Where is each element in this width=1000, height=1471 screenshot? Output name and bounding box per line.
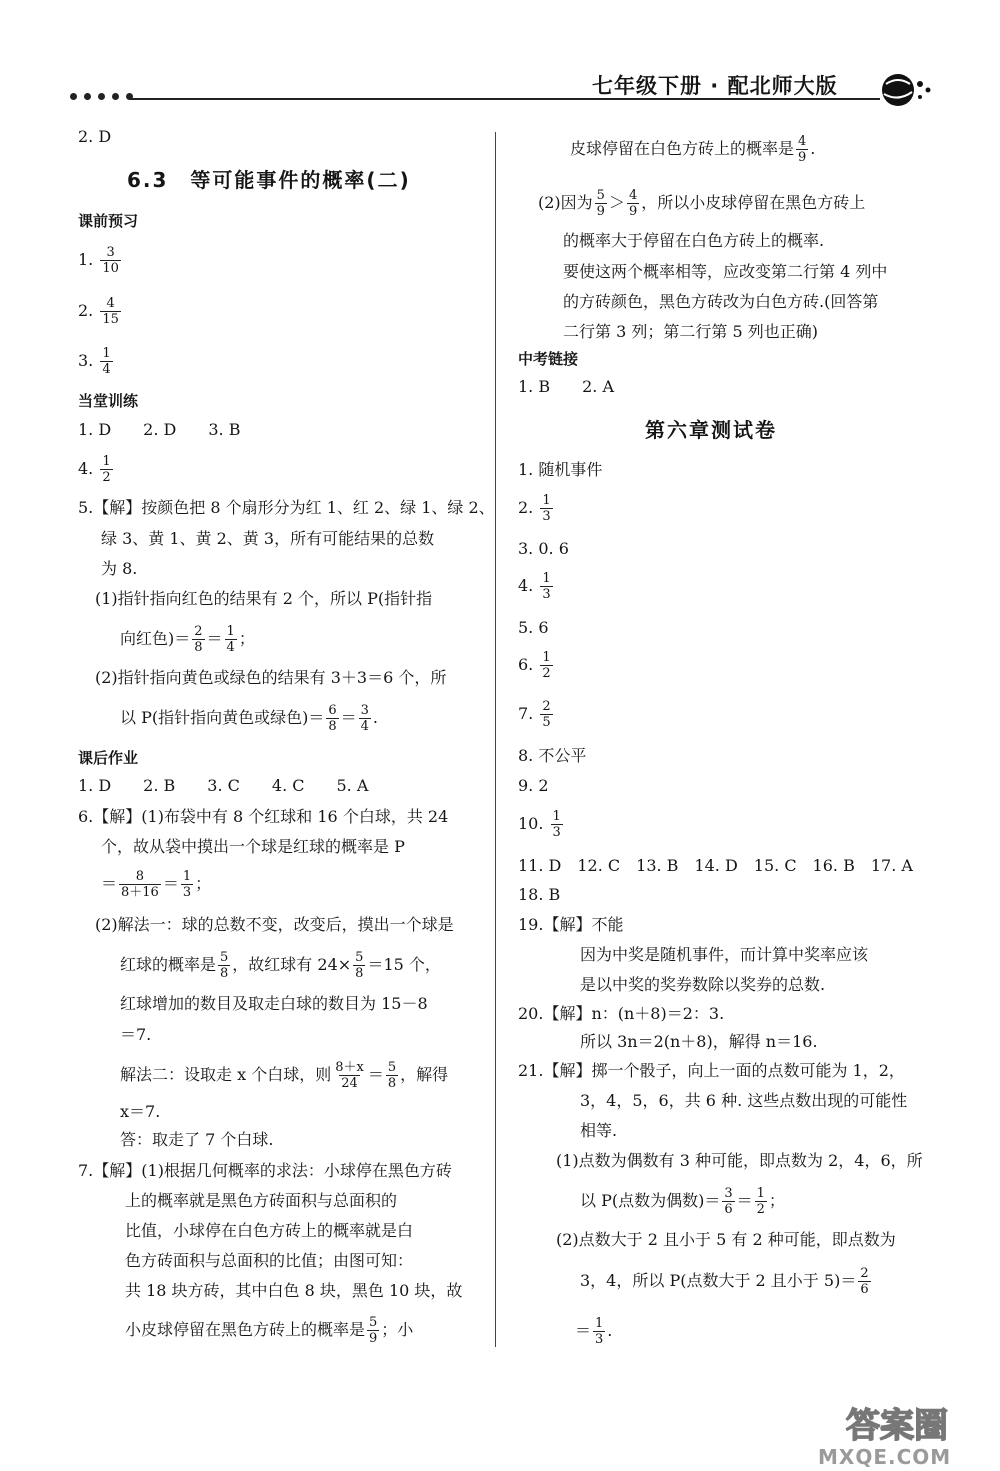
- test-answer-1: 1. 随机事件: [518, 460, 603, 479]
- class-heading: 当堂训练: [78, 392, 139, 410]
- homework-6-p2a: (2)解法一：球的总数不变，改变后，摸出一个球是: [95, 915, 454, 934]
- header-dots: [70, 93, 133, 100]
- exam-answers: 1. B 2. A: [518, 377, 615, 396]
- class-answer-5-p2a: (2)指针指向黄色或绿色的结果有 3＋3＝6 个，所: [95, 668, 447, 687]
- watermark-url: MXQE.COM: [818, 1445, 952, 1469]
- test-answer-20b: 所以 3n＝2(n＋8)，解得 n＝16.: [580, 1032, 818, 1051]
- prev-answer: 2. D: [78, 127, 112, 146]
- test-answer-21g: 3，4，所以 P(点数大于 2 且小于 5)＝ $\frac{2}{6}$: [580, 1266, 869, 1297]
- class-answer-5-line1: 5.【解】按颜色把 8 个扇形分为红 1、红 2、绿 1、绿 2、: [78, 498, 495, 517]
- homework-7-line6: 小皮球停留在黑色方砖上的概率是 $\frac{5}{9}$ ；小: [125, 1315, 414, 1346]
- homework-7-line5: 共 18 块方砖，其中白色 8 块，黑色 10 块，故: [125, 1281, 463, 1300]
- preview-answer-3: 3. $\frac{1}{4}$: [78, 346, 111, 377]
- class-answer-5-line2: 绿 3、黄 1、黄 2、黄 3，所有可能结果的总数: [101, 529, 435, 548]
- class-answer-5-p1b: 向红色)＝ $\frac{2}{8}$ ＝ $\frac{1}{4}$ ；: [120, 624, 255, 655]
- right-line-1: 皮球停留在白色方砖上的概率是 $\frac{4}{9}$ .: [570, 134, 816, 165]
- test-answer-3: 3. 0. 6: [518, 539, 569, 558]
- preview-answer-2: 2. $\frac{4}{15}$: [78, 296, 119, 327]
- test-answer-21d: (1)点数为偶数有 3 种可能，即点数为 2，4，6，所: [556, 1151, 923, 1170]
- test-answer-8: 8. 不公平: [518, 746, 587, 765]
- test-answer-21a: 21.【解】掷一个骰子，向上一面的点数可能为 1，2，: [518, 1061, 905, 1080]
- class-answer-4: 4. $\frac{1}{2}$: [78, 454, 111, 485]
- test-answer-9: 9. 2: [518, 776, 549, 795]
- homework-6-p2g: 答：取走了 7 个白球.: [120, 1130, 274, 1149]
- right-line-2: (2)因为 $\frac{5}{9}$ ＞ $\frac{4}{9}$ ，所以小皮球停留在黑色方砖上: [538, 188, 866, 219]
- homework-6-p2f: x＝7.: [120, 1102, 161, 1121]
- watermark-text: 答案圈: [846, 1406, 948, 1446]
- homework-6-p2e: 解法二：设取走 x 个白球，则 $\frac{8+x}{24}$ ＝ $\frac{5}{8}$ ，解得: [120, 1060, 449, 1091]
- right-line-6: 二行第 3 列；第二行第 5 列也正确): [563, 322, 818, 341]
- homework-6-line1: 6.【解】(1)布袋中有 8 个红球和 16 个白球，共 24: [78, 807, 449, 826]
- test-answer-21f: (2)点数大于 2 且小于 5 有 2 种可能，即点数为: [556, 1230, 896, 1249]
- homework-heading: 课后作业: [78, 749, 139, 767]
- column-divider: [495, 132, 496, 1347]
- section-title: 6.3 等可能事件的概率(二): [127, 168, 411, 192]
- test-answer-11-17: 11. D 12. C 13. B 14. D 15. C 16. B 17. A: [518, 856, 913, 875]
- test-answer-6: 6. $\frac{1}{2}$: [518, 650, 551, 681]
- test-answer-5: 5. 6: [518, 618, 549, 637]
- test-answer-21c: 相等.: [580, 1121, 618, 1140]
- homework-6-line3: ＝ $\frac{8}{8+16}$ ＝ $\frac{1}{3}$ ；: [101, 869, 212, 900]
- test-answer-10: 10. $\frac{1}{3}$: [518, 809, 561, 840]
- class-answer-5-line3: 为 8.: [101, 559, 138, 578]
- test-answer-18: 18. B: [518, 885, 561, 904]
- preview-answer-1: 1. $\frac{3}{10}$: [78, 245, 119, 276]
- homework-6-p2c: 红球增加的数目及取走白球的数目为 15－8: [120, 994, 428, 1013]
- test-answer-4: 4. $\frac{1}{3}$: [518, 571, 551, 602]
- class-answer-5-p2b: 以 P(指针指向黄色或绿色)＝ $\frac{6}{8}$ ＝ $\frac{3}{4}$ .: [120, 703, 379, 734]
- homework-mc-answers: 1. D 2. B 3. C 4. C 5. A: [78, 776, 369, 795]
- homework-7-line1: 7.【解】(1)根据几何概率的求法：小球停在黑色方砖: [78, 1161, 452, 1180]
- right-line-5: 的方砖颜色，黑色方砖改为白色方砖.(回答第: [563, 292, 879, 311]
- test-answer-19a: 19.【解】不能: [518, 915, 624, 934]
- test-answer-19b: 因为中奖是随机事件，而计算中奖率应该: [580, 945, 869, 964]
- test-answer-19c: 是以中奖的奖券数除以奖券的总数.: [580, 975, 826, 994]
- right-line-4: 要使这两个概率相等，应改变第二行第 4 列中: [563, 262, 888, 281]
- test-answer-20a: 20.【解】n：(n＋8)＝2：3.: [518, 1004, 725, 1023]
- homework-6-line2: 个，故从袋中摸出一个球是红球的概率是 P: [101, 837, 405, 856]
- test-answer-7: 7. $\frac{2}{5}$: [518, 699, 551, 730]
- test-answer-21h: ＝ $\frac{1}{3}$ .: [575, 1316, 613, 1347]
- exam-heading: 中考链接: [518, 350, 579, 368]
- test-answer-2: 2. $\frac{1}{3}$: [518, 493, 551, 524]
- homework-7-line4: 色方砖面积与总面积的比值；由图可知：: [125, 1251, 414, 1270]
- homework-7-line2: 上的概率就是黑色方砖面积与总面积的: [125, 1191, 398, 1210]
- header-title: 七年级下册 · 配北师大版: [592, 74, 838, 98]
- right-line-3: 的概率大于停留在白色方砖上的概率.: [563, 231, 825, 250]
- class-mc-answers: 1. D 2. D 3. B: [78, 420, 241, 439]
- preview-heading: 课前预习: [78, 212, 139, 230]
- class-answer-5-p1a: (1)指针指向红色的结果有 2 个，所以 P(指针指: [95, 589, 433, 608]
- homework-6-p2b: 红球的概率是 $\frac{5}{8}$ ，故红球有 24× $\frac{5}{8}$ ＝15 个，: [120, 950, 441, 981]
- test-title: 第六章测试卷: [645, 418, 777, 442]
- homework-6-p2d: ＝7.: [120, 1025, 152, 1044]
- test-answer-21e: 以 P(点数为偶数)＝ $\frac{3}{6}$ ＝ $\frac{1}{2}$ ；: [580, 1186, 785, 1217]
- ball-logo-icon: [876, 70, 936, 110]
- test-answer-21b: 3，4，5，6，共 6 种. 这些点数出现的可能性: [580, 1091, 908, 1110]
- homework-7-line3: 比值，小球停在白色方砖上的概率就是白: [125, 1221, 414, 1240]
